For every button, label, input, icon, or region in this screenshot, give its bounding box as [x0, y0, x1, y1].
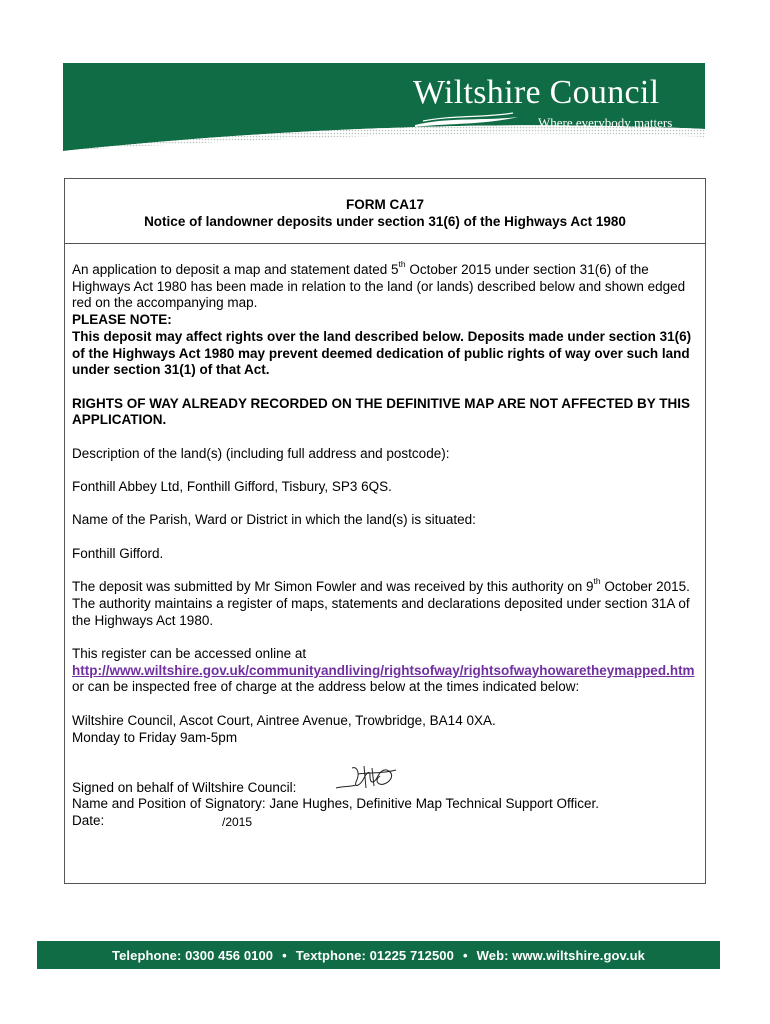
land-label: Description of the land(s) (including full address and postcode): [72, 445, 450, 461]
register-paragraph [72, 663, 697, 696]
note-text: This deposit may affect rights over the land described below. Deposits made under section 31(6) of the Highways Act 1980 may prevent deemed dedication of public rights of way over such land under section 31(1) of that Act. [72, 328, 692, 378]
register-link[interactable]: http://www.wiltshire.gov.uk/communityandliving/rightsofway/rightsofwayhowaretheymapped.htm [72, 662, 695, 678]
date-row [72, 813, 697, 830]
land-value: Fonthill Abbey Ltd, Fonthill Gifford, Tisbury, SP3 6QS. [72, 479, 392, 495]
deposit-text: The deposit was submitted by Mr Simon Fowler and was received by this authority on 9 [72, 579, 594, 595]
deposit-paragraph [72, 575, 697, 596]
council-name: Wiltshire Council [413, 74, 660, 111]
form-title: FORM CA17 [345, 197, 424, 212]
please-note-label: PLEASE NOTE: [72, 312, 172, 328]
footer-web: Web: www.wiltshire.gov.uk [476, 947, 645, 963]
parish-label: Name of the Parish, Ward or District in which the land(s) is situated: [72, 512, 476, 528]
rights-notice: RIGHTS OF WAY ALREADY RECORDED ON THE DEFINITIVE MAP ARE NOT AFFECTED BY THIS APPLICATION. [72, 395, 691, 428]
council-tagline: Where everybody matters [538, 115, 673, 130]
address: Wiltshire Council, Ascot Court, Aintree Avenue, Trowbridge, BA14 0XA. [72, 712, 496, 728]
inspect-text: or can be inspected free of charge at the address below at the times indicated below: [72, 679, 580, 695]
form-subtitle: Notice of landowner deposits under section 31(6) of the Highways Act 1980 [144, 214, 626, 229]
opening-hours: Monday to Friday 9am-5pm [72, 729, 238, 745]
intro-paragraph [72, 258, 697, 312]
parish-value: Fonthill Gifford. [72, 545, 164, 561]
footer-textphone: Textphone: 01225 712500 [295, 947, 454, 963]
footer-separator: • [282, 947, 287, 963]
footer-telephone: Telephone: 0300 456 0100 [112, 947, 274, 963]
form-header [65, 179, 705, 244]
intro-text: An application to deposit a map and statement dated 5 [72, 262, 399, 277]
register-text: The authority maintains a register of maps, statements and declarations deposited under section 31A of the Highways Act 1980. [72, 595, 690, 628]
signatory: Name and Position of Signatory: Jane Hughes, Definitive Map Technical Support Officer. [72, 796, 600, 812]
form-ca17 [64, 178, 706, 884]
date-value: /2015 [222, 815, 253, 830]
intro-text-cont: October 2015 under section 31(6) of the Highways Act 1980 has been made in relation to the land (or lands) described below and shown edged red on the accompanying map. [72, 262, 686, 311]
signature-mark [334, 762, 404, 796]
footer-separator: • [462, 947, 468, 963]
signature-row [72, 780, 697, 797]
footer-contact-bar [37, 941, 720, 969]
deposit-text-cont: October 2015. [600, 579, 690, 595]
form-body [65, 244, 705, 830]
signed-label: Signed on behalf of Wiltshire Council: [72, 779, 297, 795]
intro-ordinal: th [398, 258, 406, 269]
date-label: Date: [72, 813, 105, 829]
online-text: This register can be accessed online at [72, 646, 307, 662]
deposit-ordinal: th [593, 575, 601, 586]
